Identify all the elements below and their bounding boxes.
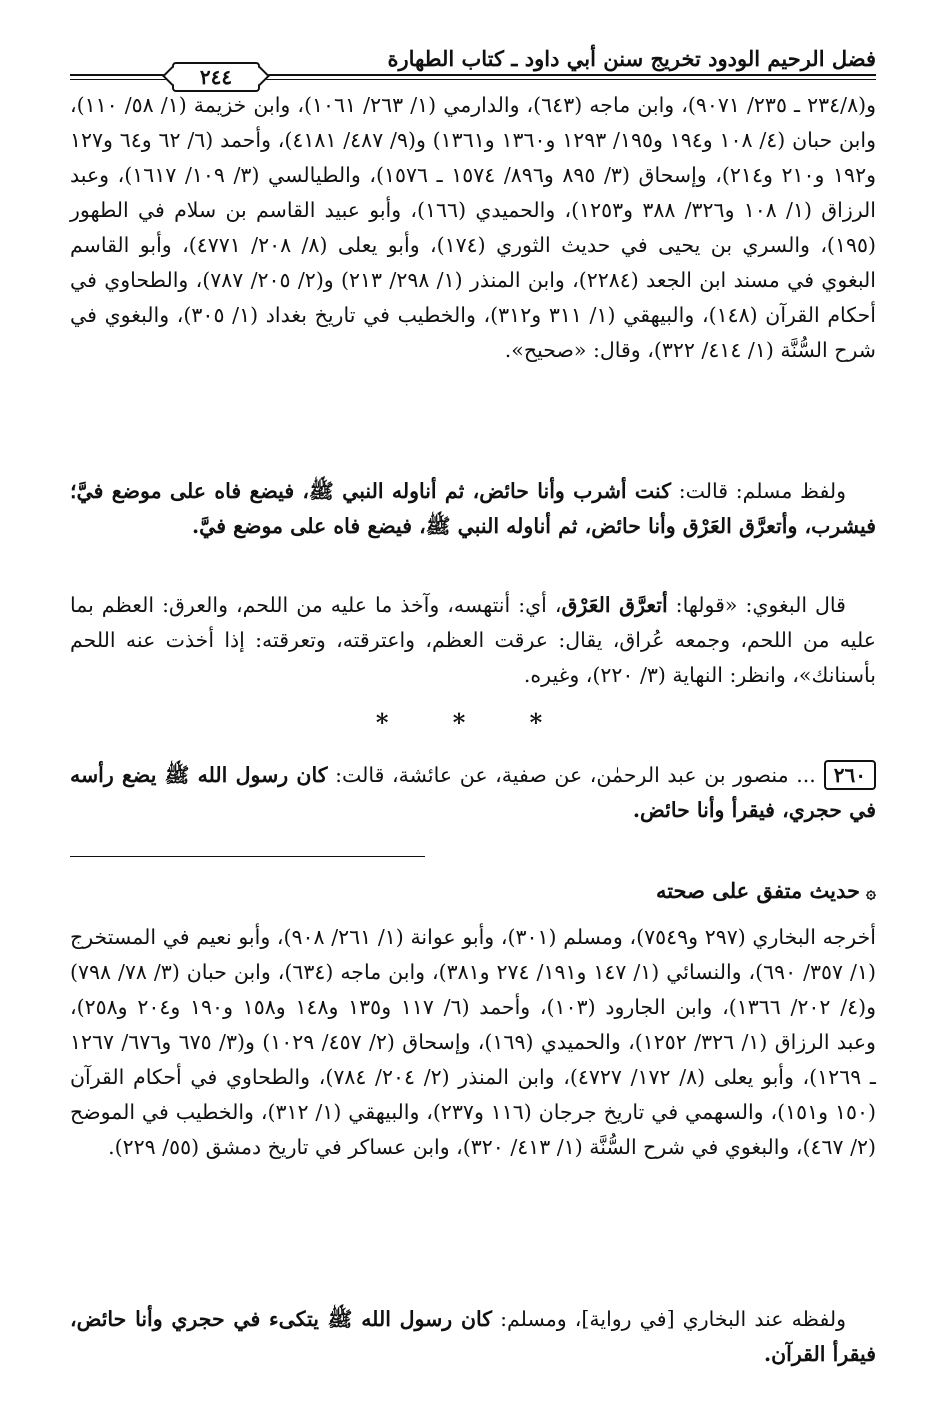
section-heading [656,878,876,903]
para3-bold: أتعرَّق العَرْق [561,593,668,617]
citation-paragraph-2: أخرجه البخاري (٢٩٧ و٧٥٤٩)، ومسلم (٣٠١)، وأبو عوانة (١/ ٢٦١/ ٩٠٨)، وأبو نعيم في المستخرج (١/ ٣٥٧/ ٦٩٠)، والنسائي (١/ ١٤٧ و١٩١/ ٢٧٤ و٣٨١)، وابن ماجه (٦٣٤)، وابن حبان (٣/ ٧٨/ ٧٩٨) و(٤/ ٢٠٢/ ١٣٦٦)، وابن الجارود (١٠٣)، وأحمد (٦/ ١١٧ و١٣٥ و١٤٨ و١٥٨ و١٩٠ و٢٠٤ و٢٥٨)، وعبد الرزاق (١/ ٣٢٦/ ١٢٥٢)، والحميدي (١٦٩)، وإسحاق (٢/ ٤٥٧/ ١٠٢٩) و(٣/ ٦٧٥ و٦٧٦/ ١٢٦٧ ـ ١٢٦٩)، وأبو يعلى (٨/ ١٧٢/ ٤٧٢٧)، وابن المنذر (٢/ ٢٠٤/ ٧٨٤)، والطحاوي في أحكام القرآن (١٥٠ و١٥١)، والسهمي في تاريخ جرجان (١١٦ و٢٣٧)، والبيهقي (١/ ٣١٢)، والخطيب في الموضح (٢/ ٤٦٧)، والبغوي في شرح السُّنَّة (١/ ٤١٣/ ٣٢٠)، وابن عساكر في تاريخ دمشق (٥٥/ ٢٢٩). [70,925,877,1159]
page-header [70,40,876,92]
bukhari-wording-paragraph [70,1302,876,1372]
hadith-260 [70,758,876,828]
citation-paragraph-1: و(٢٣٤/٨ ـ ٢٣٥/ ٩٠٧١)، وابن ماجه (٦٤٣)، والدارمي (١/ ٢٦٣/ ١٠٦١)، وابن خزيمة (١/ ٥٨/ ١١٠)، وابن حبان (٤/ ١٠٨ و١٩٤ و١٩٥/ ١٢٩٣ و١٣٦٠ و١٣٦١) و(٩/ ٤٨٧/ ٤١٨١)، وأحمد (٦/ ٦٢ و٦٤ و١٢٧ و١٩٢ و٢١٠ و٢١٤)، وإسحاق (٣/ ٨٩٥ و٨٩٦/ ١٥٧٤ ـ ١٥٧٦)، والطيالسي (٣/ ١٠٩/ ١٦١٧)، وعبد الرزاق (١/ ١٠٨ و٣٢٦/ ٣٨٨ و١٢٥٣)، والحميدي (١٦٦)، وأبو عبيد القاسم بن سلام في الطهور (١٩٥)، والسري بن يحيى في حديث الثوري (١٧٤)، وأبو يعلى (٨/ ٢٠٨/ ٤٧٧١)، وأبو القاسم البغوي في مسند ابن الجعد (٢٢٨٤)، وابن المنذر (١/ ٢٩٨/ ٢١٣) و(٢/ ٢٠٥/ ٧٨٧)، والطحاوي في أحكام القرآن (١٤٨)، والبيهقي (١/ ٣١١ و٣١٢)، والخطيب في تاريخ بغداد (١/ ٣٠٥)، والبغوي في شرح السُّنَّة (١/ ٤١٤/ ٣٢٢)، وقال: «صحيح». [70,93,876,362]
section-title: حديث متفق على صحته [655,878,861,903]
para5-lead: ولفظه عند البخاري [في رواية]، ومسلم: [492,1307,846,1331]
hadith-lead: ... منصور بن عبد الرحمٰن، عن صفية، عن عائشة، قالت: [327,763,816,787]
page-number: ٢٤٤ [199,65,233,89]
para5-bold: كان رسول الله ﷺ يتكىء في حجري وأنا حائض، فيقرأ القرآن. [70,1307,876,1366]
separator-stars: * * * [375,708,571,737]
para2-bold: كنت أشرب وأنا حائض، ثم أناوله النبي ﷺ، فيضع فاه على موضع فيَّ؛ فيشرب، وأتعرَّق العَرْق وأنا حائض، ثم أناوله النبي ﷺ، فيضع فاه على موضع فيَّ. [70,479,876,538]
running-title: فضل الرحيم الودود تخريج سنن أبي داود ـ كتاب الطهارة [387,46,876,71]
para2-lead: ولفظ مسلم: قالت: [671,479,846,503]
book-page [70,40,876,1380]
section-divider [70,856,425,857]
muslim-wording-paragraph [70,474,876,544]
baghawi-paragraph [70,588,876,693]
ornament-icon: ۞ [866,883,876,903]
para3-rest: ، أي: أنتهسه، وآخذ ما عليه من اللحم، والعرق: العظم بما عليه من اللحم، وجمعه عُراق، يقال: عرقت العظم، واعترقته، وتعرقته: إذا أخذت عنه اللحم بأسنانك»، وانظر: النهاية (٣/ ٢٢٠)، وغيره. [70,593,876,687]
hadith-number: ٢٦٠ [824,760,876,790]
hadith-text: كان رسول الله ﷺ يضع رأسه في حجري، فيقرأ وأنا حائض. [70,763,876,822]
para3-lead: قال البغوي: «قولها: [667,593,846,617]
